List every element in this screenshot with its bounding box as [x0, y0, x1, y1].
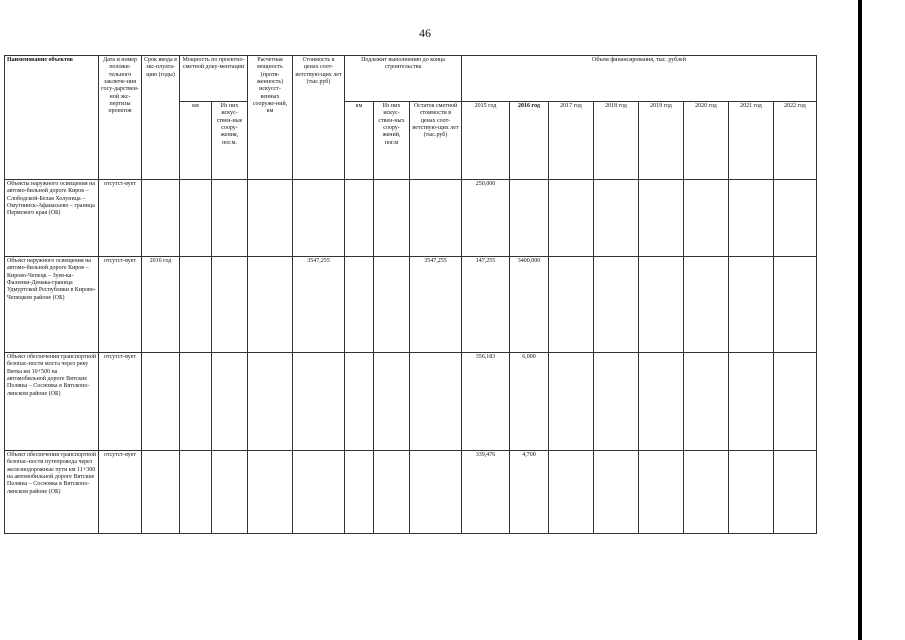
header-term: Срок ввода в экс-плуата-цию (годы) — [142, 56, 180, 180]
financing-table — [4, 55, 817, 534]
header-cost: Стоимость в ценах соот-ветствую-щих лет (тыс.руб) — [293, 56, 345, 180]
row-name: Объект обеспечения транспортной безопас-ности путепровода через железнодорожные пути км 11+300 на автомобильной дороге Вятские Поляны – Сосновка в Вятскопо-лянском районе (ОБ) — [5, 451, 99, 534]
row-2016 — [510, 180, 549, 257]
header-year-2016: 2016 год — [510, 102, 549, 180]
row-rest — [410, 451, 462, 534]
header-year-2017: 2017 год — [549, 102, 594, 180]
header-year-2019: 2019 год — [639, 102, 684, 180]
header-financing: Объем финансирования, тыс. рублей — [462, 56, 817, 102]
header-completion: Подлежит выполнению до конца строительства — [345, 56, 462, 102]
row-cost: 3547,255 — [293, 257, 345, 353]
header-calc-capacity: Расчетная мощность (протя-женность) искусст-венных сооруже-ний, км — [248, 56, 293, 180]
header-year-2015: 2015 год — [462, 102, 510, 180]
row-term — [142, 451, 180, 534]
header-capacity-km: км — [180, 102, 212, 180]
row-term — [142, 180, 180, 257]
table-row — [5, 353, 817, 451]
header-date: Дата и номер положи-тельного заключе-ния госу-дарствен-ной экс-пертизы проектов — [99, 56, 142, 180]
table-row — [5, 257, 817, 353]
header-year-2020: 2020 год — [684, 102, 729, 180]
header-name: Наименование объектов — [5, 56, 99, 180]
row-2016: 6,000 — [510, 353, 549, 451]
header-capacity-art: Из них искус-ствен-ные соору-жения, пог.м. — [212, 102, 248, 180]
row-rest: 3547,255 — [410, 257, 462, 353]
row-name: Объект наружного освещения на автомо-бильной дороге Киров – Кирово-Чепецк – Зуев-ка-Фаленки-Демака-граница Удмуртской Республики в Кирово-Чепецком районе (ОБ) — [5, 257, 99, 353]
table-row — [5, 451, 817, 534]
header-capacity: Мощность по проектно-сметной доку-ментации — [180, 56, 248, 102]
header-completion-art: Из них искус-ствен-ных соору-жений, пог.м — [374, 102, 410, 180]
row-rest — [410, 180, 462, 257]
row-cost — [293, 353, 345, 451]
header-year-2021: 2021 год — [729, 102, 774, 180]
row-2015: 250,000 — [462, 180, 510, 257]
row-date: отсутст-вует — [99, 353, 142, 451]
row-term — [142, 353, 180, 451]
row-2015: 356,183 — [462, 353, 510, 451]
page-number: 46 — [419, 26, 431, 40]
row-rest — [410, 353, 462, 451]
row-name: Объект обеспечения транспортной безопас-ности моста через реку Вятка км 10+500 на автомобильной дороге Вятские Поляны – Сосновка в Вятскопо-лянском районе (ОБ) — [5, 353, 99, 451]
row-date: отсутст-вует — [99, 257, 142, 353]
row-date: отсутст-вует — [99, 451, 142, 534]
row-2016: 3400,000 — [510, 257, 549, 353]
row-name: Объекты наружного освещения на автомо-бильной дороге Киров – Слободской-Белая Холуница – Омутнинск-Афанасьево – граница Пермского края (ОБ) — [5, 180, 99, 257]
row-2016: 4,700 — [510, 451, 549, 534]
header-completion-km: км — [345, 102, 374, 180]
header-completion-rest: Остаток сметной стоимости в ценах соот-ветствую-щих лет (тыс.руб) — [410, 102, 462, 180]
table-row — [5, 180, 817, 257]
row-cost — [293, 451, 345, 534]
row-cost — [293, 180, 345, 257]
row-term: 2016 год — [142, 257, 180, 353]
row-2015: 147,255 — [462, 257, 510, 353]
row-date: отсутст-вует — [99, 180, 142, 257]
page-edge-bar — [858, 0, 862, 640]
header-year-2018: 2018 год — [594, 102, 639, 180]
header-year-2022: 2022 год — [774, 102, 817, 180]
row-2015: 339,476 — [462, 451, 510, 534]
